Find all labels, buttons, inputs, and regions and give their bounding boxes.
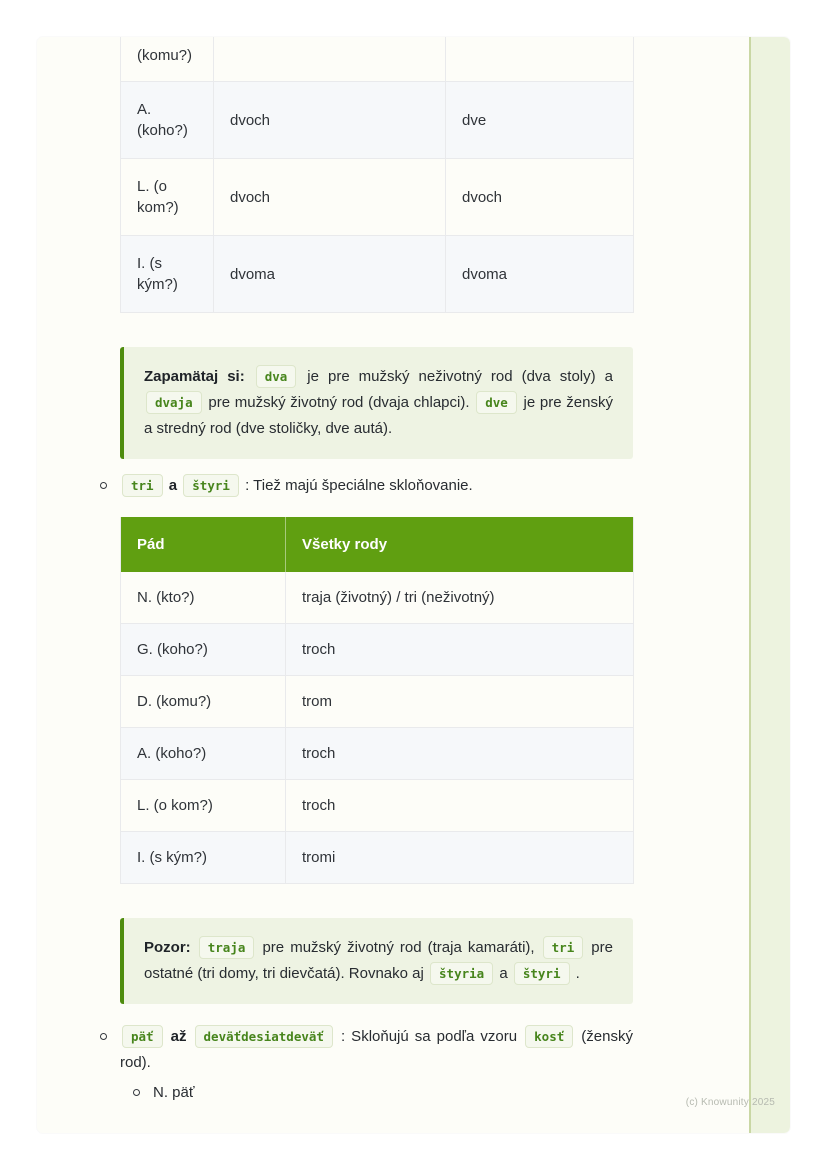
declension-table-tri <box>120 517 634 884</box>
table-cell: tromi <box>286 832 634 884</box>
table-cell: G. (koho?) <box>121 624 286 676</box>
table-cell: traja (životný) / tri (neživotný) <box>286 572 634 624</box>
inline-code: štyri <box>514 962 570 985</box>
table-cell: dve <box>446 82 634 159</box>
table-cell: troch <box>286 728 634 780</box>
table-row <box>121 572 634 624</box>
inline-code: štyria <box>430 962 493 985</box>
inline-code: päť <box>122 1025 163 1048</box>
table-header-row <box>121 517 634 572</box>
table-row <box>121 832 634 884</box>
table-cell: troch <box>286 624 634 676</box>
table-cell: L. (o kom?) <box>121 159 214 236</box>
table-cell: I. (s kým?) <box>121 236 214 313</box>
callout-zapamataj <box>120 347 633 459</box>
table-cell: dvoma <box>214 236 446 313</box>
table-header-cell: Všetky rody <box>286 517 634 572</box>
table-header-cell: Pád <box>121 517 286 572</box>
table-cell: dvoch <box>446 159 634 236</box>
inline-code: traja <box>199 936 255 959</box>
table-cell: (komu?) <box>121 37 214 82</box>
table-row <box>121 728 634 780</box>
table-cell: D. (komu?) <box>121 676 286 728</box>
list-item-n-pat <box>153 1082 633 1103</box>
inline-code: dvaja <box>146 391 202 414</box>
inline-code: tri <box>543 936 584 959</box>
table-cell: A. (koho?) <box>121 728 286 780</box>
callout-text <box>144 368 613 437</box>
text-run: . <box>571 965 580 982</box>
table-cell: I. (s kým?) <box>121 832 286 884</box>
bold-text: Zapamätaj si: <box>144 368 254 385</box>
text-run: : Tiež majú špeciálne skloňovanie. <box>240 477 473 494</box>
document-page-card <box>37 37 790 1133</box>
text-run: je pre mužský neživotný rod (dva stoly) a <box>298 368 613 385</box>
text-run: pre ostatné (tri domy, tri dievčatá). Rovnako aj <box>144 939 613 982</box>
table-cell: L. (o kom?) <box>121 780 286 832</box>
table-row <box>121 236 634 313</box>
bullet-circle-icon <box>100 482 107 489</box>
table-row <box>121 159 634 236</box>
text-run: (ženský rod). <box>120 1028 633 1071</box>
table-cell <box>214 37 446 82</box>
inline-code: dva <box>256 365 297 388</box>
inline-code: štyri <box>183 474 239 497</box>
inline-code: deväťdesiatdeväť <box>195 1025 333 1048</box>
table-cell: dvoch <box>214 159 446 236</box>
text-run: pre mužský životný rod (traja kamaráti), <box>256 939 541 956</box>
bold-text: až <box>164 1028 193 1045</box>
table-row <box>121 37 634 82</box>
list-item-tri-styri <box>120 473 633 499</box>
table-cell: A. (koho?) <box>121 82 214 159</box>
list-item-text: N. päť <box>153 1084 195 1101</box>
text-run: : Skloňujú sa podľa vzoru <box>334 1028 524 1045</box>
table-cell: dvoch <box>214 82 446 159</box>
table-cell: trom <box>286 676 634 728</box>
bullet-circle-icon <box>133 1089 140 1096</box>
table-cell <box>446 37 634 82</box>
callout-text <box>144 939 613 982</box>
callout-pozor <box>120 918 633 1004</box>
table-cell: dvoma <box>446 236 634 313</box>
table-row <box>121 780 634 832</box>
bold-text: a <box>164 477 182 494</box>
text-run: pre mužský životný rod (dvaja chlapci). <box>203 394 475 411</box>
watermark: (c) Knowunity 2025 <box>685 1097 775 1108</box>
table-cell: troch <box>286 780 634 832</box>
list-item-text <box>120 1028 633 1071</box>
table-row <box>121 82 634 159</box>
text-run: a <box>495 965 512 982</box>
text-run: je pre ženský a stredný rod (dve stoličky, dve autá). <box>144 394 613 437</box>
inline-code: dve <box>476 391 517 414</box>
page-edge-strip <box>749 37 790 1133</box>
inline-code: kosť <box>525 1025 573 1048</box>
table-row <box>121 676 634 728</box>
inline-code: tri <box>122 474 163 497</box>
declension-table-dva <box>120 37 634 313</box>
table-cell: N. (kto?) <box>121 572 286 624</box>
page-content <box>120 37 633 1103</box>
list-item-text <box>120 477 473 494</box>
bold-text: Pozor: <box>144 939 197 956</box>
table-row <box>121 624 634 676</box>
list-item-pat-az <box>120 1024 633 1076</box>
bullet-circle-icon <box>100 1033 107 1040</box>
